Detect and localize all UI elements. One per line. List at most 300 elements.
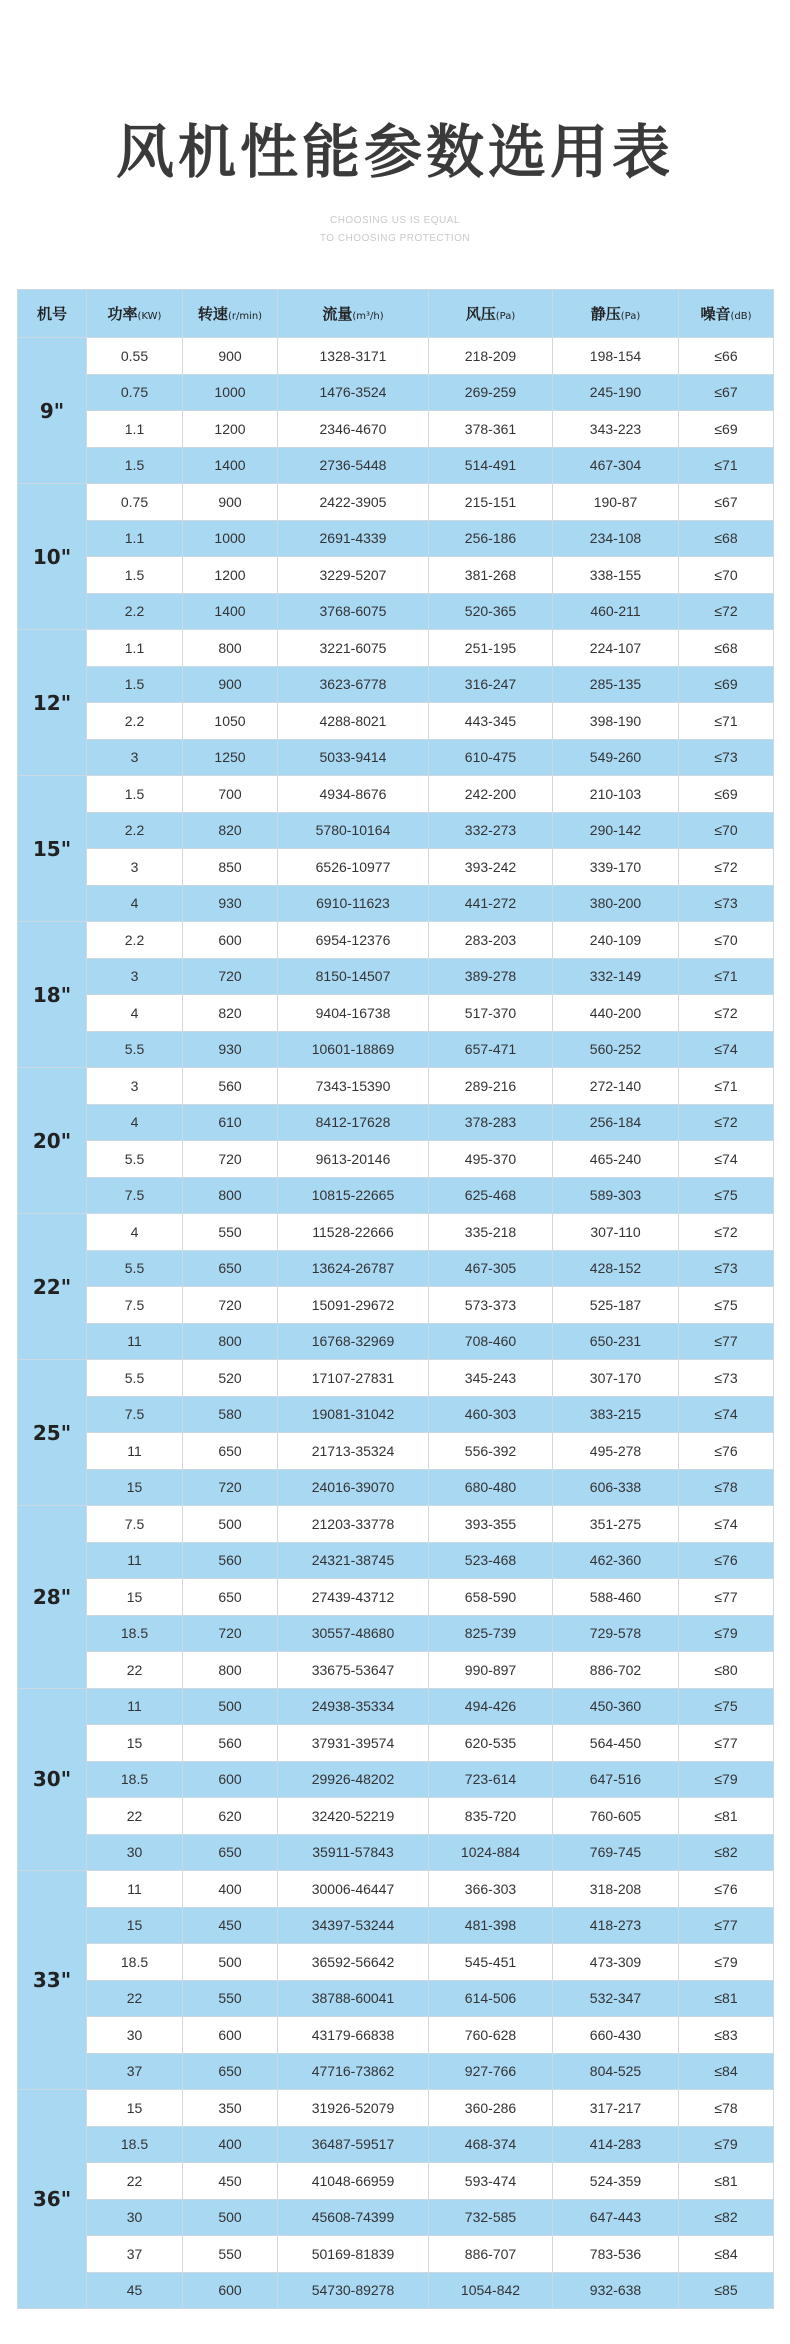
table-row — [18, 995, 774, 1032]
table-row — [18, 2163, 774, 2200]
power-cell: 7.5 — [87, 1177, 183, 1214]
speed-cell: 1050 — [183, 703, 278, 740]
total-pressure-cell: 825-739 — [429, 1615, 553, 1652]
table-row — [18, 557, 774, 594]
speed-cell: 450 — [183, 1907, 278, 1944]
speed-cell: 650 — [183, 2053, 278, 2090]
static-pressure-cell: 428-152 — [553, 1250, 679, 1287]
airflow-cell: 10601-18869 — [278, 1031, 429, 1068]
noise-cell: ≤66 — [679, 338, 774, 375]
airflow-cell: 50169-81839 — [278, 2236, 429, 2273]
power-cell: 30 — [87, 2199, 183, 2236]
static-pressure-cell: 380-200 — [553, 885, 679, 922]
total-pressure-cell: 708-460 — [429, 1323, 553, 1360]
speed-cell: 600 — [183, 2272, 278, 2309]
model-cell: 9" — [18, 338, 87, 484]
static-pressure-cell: 588-460 — [553, 1579, 679, 1616]
noise-cell: ≤78 — [679, 1469, 774, 1506]
power-cell: 30 — [87, 1834, 183, 1871]
page-title: 风机性能参数选用表 — [115, 118, 674, 186]
speed-cell: 820 — [183, 995, 278, 1032]
total-pressure-cell: 378-361 — [429, 411, 553, 448]
total-pressure-cell: 366-303 — [429, 1871, 553, 1908]
header-total-pressure: 风压(Pa) — [429, 290, 553, 338]
table-row — [18, 1980, 774, 2017]
power-cell: 1.5 — [87, 666, 183, 703]
airflow-cell: 2422-3905 — [278, 484, 429, 521]
table-row — [18, 2272, 774, 2309]
airflow-cell: 3768-6075 — [278, 593, 429, 630]
power-cell: 4 — [87, 885, 183, 922]
noise-cell: ≤78 — [679, 2090, 774, 2127]
speed-cell: 1400 — [183, 593, 278, 630]
airflow-cell: 3229-5207 — [278, 557, 429, 594]
total-pressure-cell: 215-151 — [429, 484, 553, 521]
table-row — [18, 338, 774, 375]
table-row — [18, 484, 774, 521]
table-row — [18, 1287, 774, 1324]
static-pressure-cell: 198-154 — [553, 338, 679, 375]
static-pressure-cell: 495-278 — [553, 1433, 679, 1470]
static-pressure-cell: 338-155 — [553, 557, 679, 594]
airflow-cell: 4934-8676 — [278, 776, 429, 813]
total-pressure-cell: 523-468 — [429, 1542, 553, 1579]
speed-cell: 650 — [183, 1433, 278, 1470]
speed-cell: 500 — [183, 2199, 278, 2236]
static-pressure-cell: 589-303 — [553, 1177, 679, 1214]
speed-cell: 900 — [183, 484, 278, 521]
speed-cell: 720 — [183, 1615, 278, 1652]
power-cell: 11 — [87, 1323, 183, 1360]
airflow-cell: 6526-10977 — [278, 849, 429, 886]
static-pressure-cell: 465-240 — [553, 1141, 679, 1178]
static-pressure-cell: 606-338 — [553, 1469, 679, 1506]
total-pressure-cell: 360-286 — [429, 2090, 553, 2127]
total-pressure-cell: 680-480 — [429, 1469, 553, 1506]
static-pressure-cell: 783-536 — [553, 2236, 679, 2273]
noise-cell: ≤77 — [679, 1725, 774, 1762]
speed-cell: 800 — [183, 1652, 278, 1689]
speed-cell: 1000 — [183, 520, 278, 557]
power-cell: 2.2 — [87, 593, 183, 630]
total-pressure-cell: 269-259 — [429, 374, 553, 411]
table-row — [18, 885, 774, 922]
power-cell: 18.5 — [87, 2126, 183, 2163]
total-pressure-cell: 381-268 — [429, 557, 553, 594]
table-row — [18, 1250, 774, 1287]
table-row — [18, 1834, 774, 1871]
speed-cell: 1000 — [183, 374, 278, 411]
noise-cell: ≤73 — [679, 1250, 774, 1287]
noise-cell: ≤68 — [679, 630, 774, 667]
speed-cell: 650 — [183, 1834, 278, 1871]
static-pressure-cell: 272-140 — [553, 1068, 679, 1105]
power-cell: 15 — [87, 1469, 183, 1506]
table-row — [18, 630, 774, 667]
static-pressure-cell: 190-87 — [553, 484, 679, 521]
power-cell: 5.5 — [87, 1031, 183, 1068]
power-cell: 1.5 — [87, 557, 183, 594]
total-pressure-cell: 990-897 — [429, 1652, 553, 1689]
airflow-cell: 21713-35324 — [278, 1433, 429, 1470]
airflow-cell: 27439-43712 — [278, 1579, 429, 1616]
noise-cell: ≤79 — [679, 1761, 774, 1798]
static-pressure-cell: 245-190 — [553, 374, 679, 411]
power-cell: 11 — [87, 1871, 183, 1908]
table-row — [18, 666, 774, 703]
static-pressure-cell: 307-170 — [553, 1360, 679, 1397]
airflow-cell: 47716-73862 — [278, 2053, 429, 2090]
table-row — [18, 374, 774, 411]
total-pressure-cell: 520-365 — [429, 593, 553, 630]
total-pressure-cell: 316-247 — [429, 666, 553, 703]
power-cell: 7.5 — [87, 1506, 183, 1543]
table-row — [18, 1506, 774, 1543]
noise-cell: ≤70 — [679, 812, 774, 849]
airflow-cell: 33675-53647 — [278, 1652, 429, 1689]
airflow-cell: 19081-31042 — [278, 1396, 429, 1433]
table-row — [18, 2126, 774, 2163]
model-cell: 12" — [18, 630, 87, 776]
noise-cell: ≤71 — [679, 447, 774, 484]
static-pressure-cell: 729-578 — [553, 1615, 679, 1652]
total-pressure-cell: 927-766 — [429, 2053, 553, 2090]
total-pressure-cell: 481-398 — [429, 1907, 553, 1944]
airflow-cell: 24016-39070 — [278, 1469, 429, 1506]
total-pressure-cell: 835-720 — [429, 1798, 553, 1835]
model-cell: 28" — [18, 1506, 87, 1689]
header-airflow: 流量(m³/h) — [278, 290, 429, 338]
noise-cell: ≤75 — [679, 1688, 774, 1725]
static-pressure-cell: 240-109 — [553, 922, 679, 959]
power-cell: 45 — [87, 2272, 183, 2309]
airflow-cell: 36592-56642 — [278, 1944, 429, 1981]
table-row — [18, 593, 774, 630]
power-cell: 22 — [87, 1980, 183, 2017]
speed-cell: 550 — [183, 1980, 278, 2017]
airflow-cell: 4288-8021 — [278, 703, 429, 740]
table-row — [18, 1652, 774, 1689]
static-pressure-cell: 256-184 — [553, 1104, 679, 1141]
noise-cell: ≤83 — [679, 2017, 774, 2054]
speed-cell: 650 — [183, 1250, 278, 1287]
airflow-cell: 13624-26787 — [278, 1250, 429, 1287]
table-row — [18, 1542, 774, 1579]
total-pressure-cell: 556-392 — [429, 1433, 553, 1470]
speed-cell: 1400 — [183, 447, 278, 484]
speed-cell: 600 — [183, 2017, 278, 2054]
noise-cell: ≤73 — [679, 739, 774, 776]
speed-cell: 560 — [183, 1542, 278, 1579]
noise-cell: ≤72 — [679, 849, 774, 886]
header-power: 功率(KW) — [87, 290, 183, 338]
power-cell: 0.75 — [87, 374, 183, 411]
static-pressure-cell: 886-702 — [553, 1652, 679, 1689]
power-cell: 5.5 — [87, 1250, 183, 1287]
header-static-pressure: 静压(Pa) — [553, 290, 679, 338]
table-row — [18, 1068, 774, 1105]
model-cell: 30" — [18, 1688, 87, 1871]
total-pressure-cell: 732-585 — [429, 2199, 553, 2236]
noise-cell: ≤75 — [679, 1287, 774, 1324]
performance-table — [17, 289, 774, 2309]
model-cell: 22" — [18, 1214, 87, 1360]
speed-cell: 600 — [183, 922, 278, 959]
total-pressure-cell: 760-628 — [429, 2017, 553, 2054]
total-pressure-cell: 218-209 — [429, 338, 553, 375]
total-pressure-cell: 620-535 — [429, 1725, 553, 1762]
static-pressure-cell: 647-516 — [553, 1761, 679, 1798]
power-cell: 22 — [87, 1798, 183, 1835]
airflow-cell: 1476-3524 — [278, 374, 429, 411]
speed-cell: 500 — [183, 1688, 278, 1725]
total-pressure-cell: 494-426 — [429, 1688, 553, 1725]
airflow-cell: 5780-10164 — [278, 812, 429, 849]
speed-cell: 850 — [183, 849, 278, 886]
speed-cell: 1200 — [183, 557, 278, 594]
model-cell: 25" — [18, 1360, 87, 1506]
total-pressure-cell: 345-243 — [429, 1360, 553, 1397]
power-cell: 7.5 — [87, 1287, 183, 1324]
speed-cell: 450 — [183, 2163, 278, 2200]
total-pressure-cell: 441-272 — [429, 885, 553, 922]
noise-cell: ≤77 — [679, 1323, 774, 1360]
total-pressure-cell: 393-242 — [429, 849, 553, 886]
static-pressure-cell: 234-108 — [553, 520, 679, 557]
table-row — [18, 958, 774, 995]
airflow-cell: 11528-22666 — [278, 1214, 429, 1251]
power-cell: 18.5 — [87, 1944, 183, 1981]
power-cell: 15 — [87, 1725, 183, 1762]
table-row — [18, 1396, 774, 1433]
noise-cell: ≤81 — [679, 1798, 774, 1835]
noise-cell: ≤84 — [679, 2053, 774, 2090]
speed-cell: 900 — [183, 338, 278, 375]
airflow-cell: 16768-32969 — [278, 1323, 429, 1360]
static-pressure-cell: 418-273 — [553, 1907, 679, 1944]
model-cell: 18" — [18, 922, 87, 1068]
noise-cell: ≤73 — [679, 1360, 774, 1397]
airflow-cell: 1328-3171 — [278, 338, 429, 375]
static-pressure-cell: 332-149 — [553, 958, 679, 995]
total-pressure-cell: 658-590 — [429, 1579, 553, 1616]
speed-cell: 800 — [183, 630, 278, 667]
header-speed: 转速(r/min) — [183, 290, 278, 338]
total-pressure-cell: 1024-884 — [429, 1834, 553, 1871]
airflow-cell: 10815-22665 — [278, 1177, 429, 1214]
noise-cell: ≤72 — [679, 995, 774, 1032]
total-pressure-cell: 514-491 — [429, 447, 553, 484]
static-pressure-cell: 383-215 — [553, 1396, 679, 1433]
power-cell: 30 — [87, 2017, 183, 2054]
power-cell: 5.5 — [87, 1141, 183, 1178]
airflow-cell: 7343-15390 — [278, 1068, 429, 1105]
noise-cell: ≤69 — [679, 666, 774, 703]
airflow-cell: 45608-74399 — [278, 2199, 429, 2236]
static-pressure-cell: 660-430 — [553, 2017, 679, 2054]
speed-cell: 700 — [183, 776, 278, 813]
speed-cell: 400 — [183, 1871, 278, 1908]
total-pressure-cell: 289-216 — [429, 1068, 553, 1105]
airflow-cell: 32420-52219 — [278, 1798, 429, 1835]
speed-cell: 820 — [183, 812, 278, 849]
static-pressure-cell: 549-260 — [553, 739, 679, 776]
power-cell: 1.5 — [87, 776, 183, 813]
power-cell: 1.1 — [87, 411, 183, 448]
noise-cell: ≤70 — [679, 922, 774, 959]
static-pressure-cell: 224-107 — [553, 630, 679, 667]
speed-cell: 520 — [183, 1360, 278, 1397]
subtitle-line-2: TO CHOOSING PROTECTION — [319, 233, 471, 244]
noise-cell: ≤81 — [679, 1980, 774, 2017]
static-pressure-cell: 932-638 — [553, 2272, 679, 2309]
airflow-cell: 5033-9414 — [278, 739, 429, 776]
table-row — [18, 1469, 774, 1506]
speed-cell: 560 — [183, 1725, 278, 1762]
noise-cell: ≤82 — [679, 1834, 774, 1871]
noise-cell: ≤74 — [679, 1141, 774, 1178]
total-pressure-cell: 886-707 — [429, 2236, 553, 2273]
static-pressure-cell: 804-525 — [553, 2053, 679, 2090]
static-pressure-cell: 317-217 — [553, 2090, 679, 2127]
model-cell: 33" — [18, 1871, 87, 2090]
noise-cell: ≤77 — [679, 1907, 774, 1944]
model-cell: 10" — [18, 484, 87, 630]
static-pressure-cell: 650-231 — [553, 1323, 679, 1360]
static-pressure-cell: 440-200 — [553, 995, 679, 1032]
noise-cell: ≤69 — [679, 776, 774, 813]
power-cell: 2.2 — [87, 922, 183, 959]
table-row — [18, 2090, 774, 2127]
noise-cell: ≤82 — [679, 2199, 774, 2236]
noise-cell: ≤79 — [679, 1615, 774, 1652]
airflow-cell: 35911-57843 — [278, 1834, 429, 1871]
power-cell: 3 — [87, 958, 183, 995]
power-cell: 1.1 — [87, 520, 183, 557]
noise-cell: ≤77 — [679, 1579, 774, 1616]
total-pressure-cell: 443-345 — [429, 703, 553, 740]
airflow-cell: 21203-33778 — [278, 1506, 429, 1543]
table-row — [18, 1871, 774, 1908]
model-cell: 20" — [18, 1068, 87, 1214]
header-model: 机号 — [18, 290, 87, 338]
speed-cell: 720 — [183, 1141, 278, 1178]
noise-cell: ≤81 — [679, 2163, 774, 2200]
speed-cell: 620 — [183, 1798, 278, 1835]
static-pressure-cell: 339-170 — [553, 849, 679, 886]
power-cell: 7.5 — [87, 1396, 183, 1433]
static-pressure-cell: 318-208 — [553, 1871, 679, 1908]
speed-cell: 350 — [183, 2090, 278, 2127]
noise-cell: ≤71 — [679, 1068, 774, 1105]
speed-cell: 720 — [183, 1287, 278, 1324]
static-pressure-cell: 564-450 — [553, 1725, 679, 1762]
speed-cell: 930 — [183, 885, 278, 922]
power-cell: 1.5 — [87, 447, 183, 484]
power-cell: 0.75 — [87, 484, 183, 521]
table-row — [18, 520, 774, 557]
speed-cell: 500 — [183, 1506, 278, 1543]
noise-cell: ≤70 — [679, 557, 774, 594]
noise-cell: ≤85 — [679, 2272, 774, 2309]
noise-cell: ≤74 — [679, 1396, 774, 1433]
table-row — [18, 1433, 774, 1470]
total-pressure-cell: 468-374 — [429, 2126, 553, 2163]
table-header-row — [18, 290, 774, 338]
speed-cell: 400 — [183, 2126, 278, 2163]
power-cell: 11 — [87, 1433, 183, 1470]
table-row — [18, 1323, 774, 1360]
noise-cell: ≤76 — [679, 1542, 774, 1579]
airflow-cell: 54730-89278 — [278, 2272, 429, 2309]
noise-cell: ≤73 — [679, 885, 774, 922]
table-row — [18, 1761, 774, 1798]
table-row — [18, 1579, 774, 1616]
power-cell: 37 — [87, 2236, 183, 2273]
airflow-cell: 29926-48202 — [278, 1761, 429, 1798]
table-row — [18, 2199, 774, 2236]
table-row — [18, 2017, 774, 2054]
speed-cell: 560 — [183, 1068, 278, 1105]
airflow-cell: 24321-38745 — [278, 1542, 429, 1579]
total-pressure-cell: 251-195 — [429, 630, 553, 667]
total-pressure-cell: 460-303 — [429, 1396, 553, 1433]
power-cell: 2.2 — [87, 703, 183, 740]
table-row — [18, 1214, 774, 1251]
table-row — [18, 1615, 774, 1652]
speed-cell: 1250 — [183, 739, 278, 776]
speed-cell: 800 — [183, 1323, 278, 1360]
static-pressure-cell: 467-304 — [553, 447, 679, 484]
total-pressure-cell: 573-373 — [429, 1287, 553, 1324]
total-pressure-cell: 593-474 — [429, 2163, 553, 2200]
table-row — [18, 812, 774, 849]
power-cell: 11 — [87, 1542, 183, 1579]
noise-cell: ≤76 — [679, 1871, 774, 1908]
speed-cell: 930 — [183, 1031, 278, 1068]
speed-cell: 720 — [183, 1469, 278, 1506]
power-cell: 4 — [87, 1104, 183, 1141]
airflow-cell: 43179-66838 — [278, 2017, 429, 2054]
airflow-cell: 36487-59517 — [278, 2126, 429, 2163]
total-pressure-cell: 610-475 — [429, 739, 553, 776]
table-row — [18, 703, 774, 740]
static-pressure-cell: 525-187 — [553, 1287, 679, 1324]
table-row — [18, 1798, 774, 1835]
airflow-cell: 24938-35334 — [278, 1688, 429, 1725]
airflow-cell: 38788-60041 — [278, 1980, 429, 2017]
static-pressure-cell: 450-360 — [553, 1688, 679, 1725]
total-pressure-cell: 467-305 — [429, 1250, 553, 1287]
total-pressure-cell: 723-614 — [429, 1761, 553, 1798]
power-cell: 5.5 — [87, 1360, 183, 1397]
table-row — [18, 447, 774, 484]
airflow-cell: 30557-48680 — [278, 1615, 429, 1652]
table-row — [18, 2053, 774, 2090]
airflow-cell: 31926-52079 — [278, 2090, 429, 2127]
airflow-cell: 3623-6778 — [278, 666, 429, 703]
table-row — [18, 849, 774, 886]
airflow-cell: 15091-29672 — [278, 1287, 429, 1324]
noise-cell: ≤71 — [679, 703, 774, 740]
power-cell: 1.1 — [87, 630, 183, 667]
static-pressure-cell: 398-190 — [553, 703, 679, 740]
static-pressure-cell: 473-309 — [553, 1944, 679, 1981]
table-row — [18, 1944, 774, 1981]
table-row — [18, 1104, 774, 1141]
noise-cell: ≤69 — [679, 411, 774, 448]
noise-cell: ≤80 — [679, 1652, 774, 1689]
